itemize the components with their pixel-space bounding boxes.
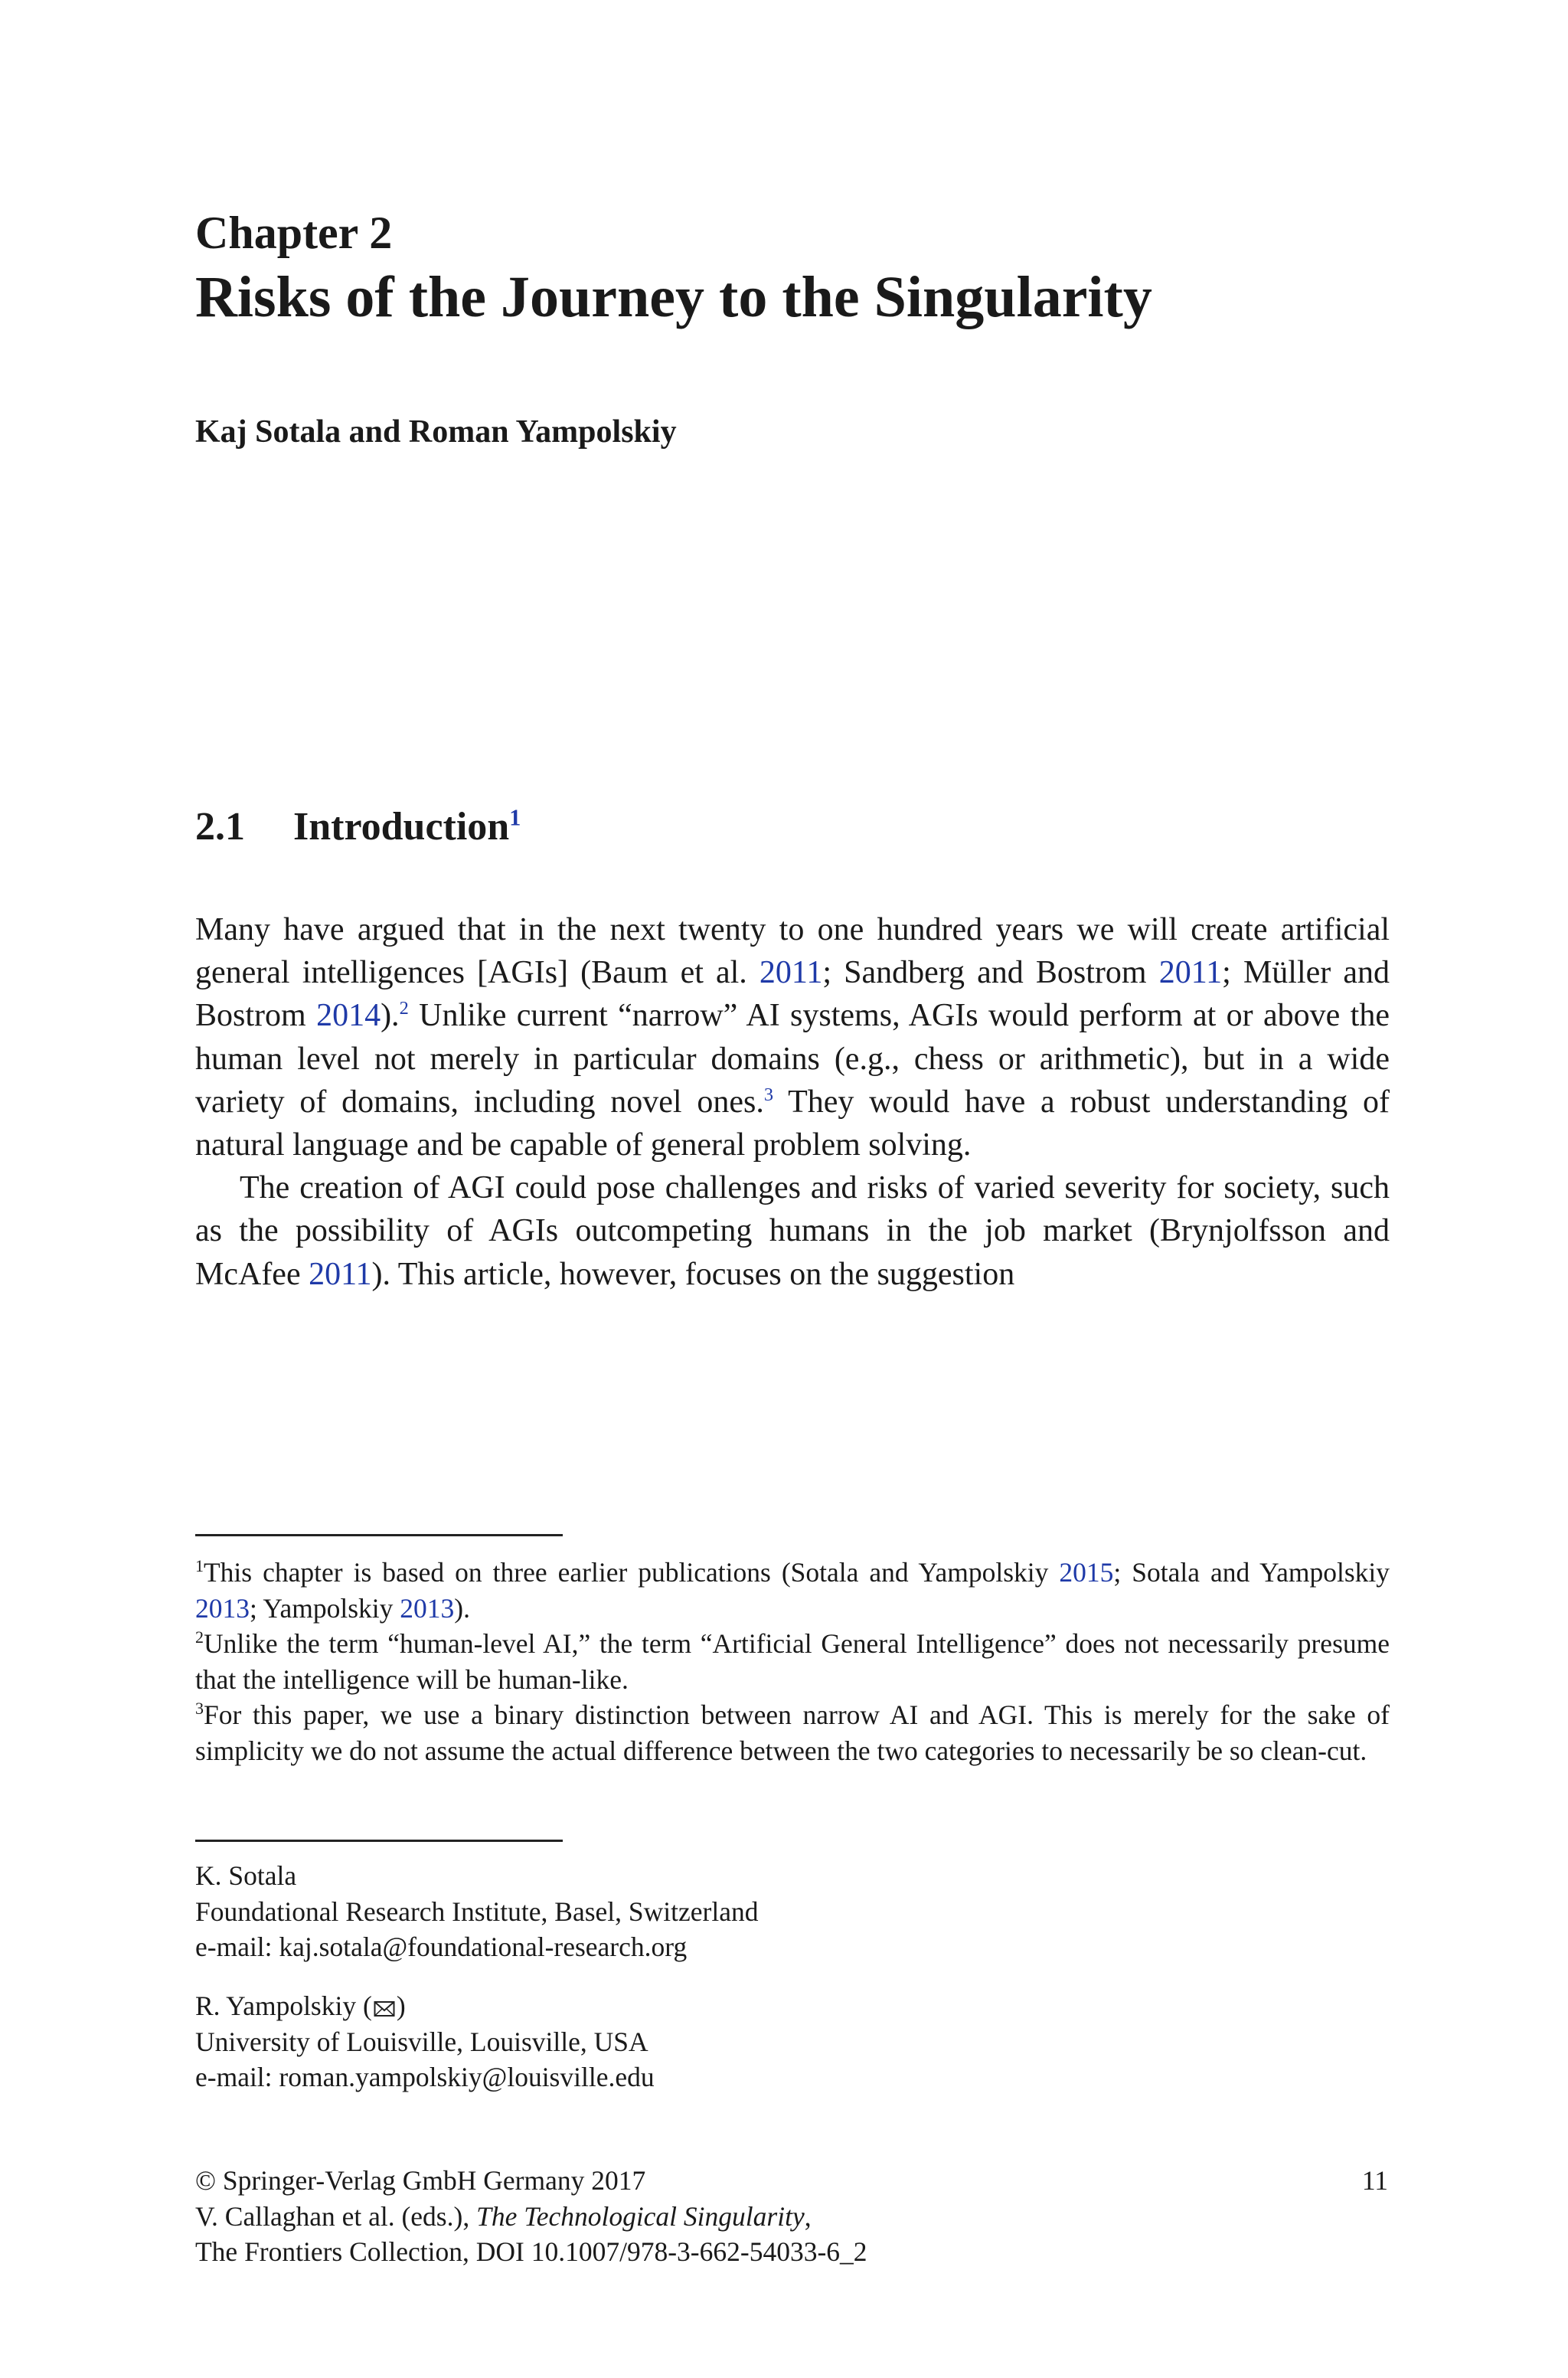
section-title: Introduction (293, 805, 510, 849)
author-institution: Foundational Research Institute, Basel, Switzerland (195, 1896, 759, 1927)
section-heading (195, 803, 521, 852)
author-name: R. Yampolskiy (195, 1990, 357, 2021)
footnote-link-1[interactable]: 1 (509, 804, 521, 831)
citation-link[interactable]: 2013 (400, 1592, 455, 1624)
paragraph-2: The creation of AGI could pose challenges and risks of varied severity for society, such as the possibility of AGIs outcompeting humans in the job market (Brynjolfsson and McAfee 2011). This article, however, focuses on the suggestion (195, 1170, 1390, 1292)
author-email[interactable]: e-mail: kaj.sotala@foundational-research.org (195, 1932, 688, 1962)
envelope-icon (374, 1990, 395, 2007)
citation-link[interactable]: 2014 (316, 998, 381, 1034)
author-email[interactable]: e-mail: roman.yampolskiy@louisville.edu (195, 2062, 655, 2092)
affiliation-sotala (195, 1858, 1390, 1965)
citation-link[interactable]: 2011 (759, 955, 823, 991)
author-list: Kaj Sotala and Roman Yampolskiy (195, 414, 677, 450)
citation-link[interactable]: 2011 (309, 1256, 372, 1292)
paragraph-1: Many have argued that in the next twenty to one hundred years we will create artificial general intelligences [AGIs] (Baum et al. 2011; Sandberg and Bostrom 2011; Müller and Bostrom 2014).$^2$ Unlike current “narrow” AI systems, AGIs would perform at or above the human level not merely in particular domains (e.g., chess or arithmetic), but in a wide variety of domains, including novel ones.$^3$ They would have a robust understanding of natural language and be capable of general problem solving. (195, 912, 1390, 1163)
section-number: 2.1 (195, 805, 245, 849)
body-text (195, 908, 1390, 1296)
footnotes (195, 1555, 1390, 1768)
citation-link[interactable]: 2011 (1158, 955, 1223, 991)
footnote-link-2[interactable]: 2 (399, 998, 409, 1019)
footnote-3: $^3$For this paper, we use a binary distinction between narrow AI and AGI. This is merely for the sake of simplicity we do not assume the actual difference between the two categories to necessarily be so clean-cut. (195, 1699, 1390, 1766)
footnote-divider (195, 1534, 563, 1536)
citation-link[interactable]: 2015 (1059, 1557, 1114, 1588)
footnote-link-3[interactable]: 3 (763, 1084, 774, 1105)
copyright-line: © Springer-Verlag GmbH Germany 2017 (195, 2165, 646, 2196)
footnote-1: $^1$This chapter is based on three earlier publications (Sotala and Yampolskiy 2015; Sotala and Yampolskiy 2013; Yampolskiy 2013). (195, 1556, 1390, 1624)
author-institution: University of Louisville, Louisville, USA (195, 2026, 648, 2057)
page-number: 11 (1361, 2165, 1388, 2196)
affiliation-divider (195, 1840, 563, 1842)
citation-link[interactable]: 2013 (195, 1592, 250, 1624)
footnote-2: $^2$Unlike the term “human-level AI,” the term “Artificial General Intelligence” does not necessarily presume that the intelligence will be human-like. (195, 1627, 1390, 1695)
affiliation-yampolskiy: R. Yampolskiy ( ) University of Louisville, Louisville, USA e-mail: roman.yampolskiy@louisville.edu (195, 1988, 1390, 2095)
book-citation: V. Callaghan et al. (eds.), The Technological Singularity, (195, 2200, 812, 2232)
chapter-title: Risks of the Journey to the Singularity (195, 265, 1152, 329)
doi-line: The Frontiers Collection, DOI 10.1007/978-3-662-54033-6_2 (195, 2236, 867, 2267)
chapter-label: Chapter 2 (195, 208, 393, 258)
copyright-block (195, 2163, 1390, 2270)
author-name: K. Sotala (195, 1860, 297, 1891)
